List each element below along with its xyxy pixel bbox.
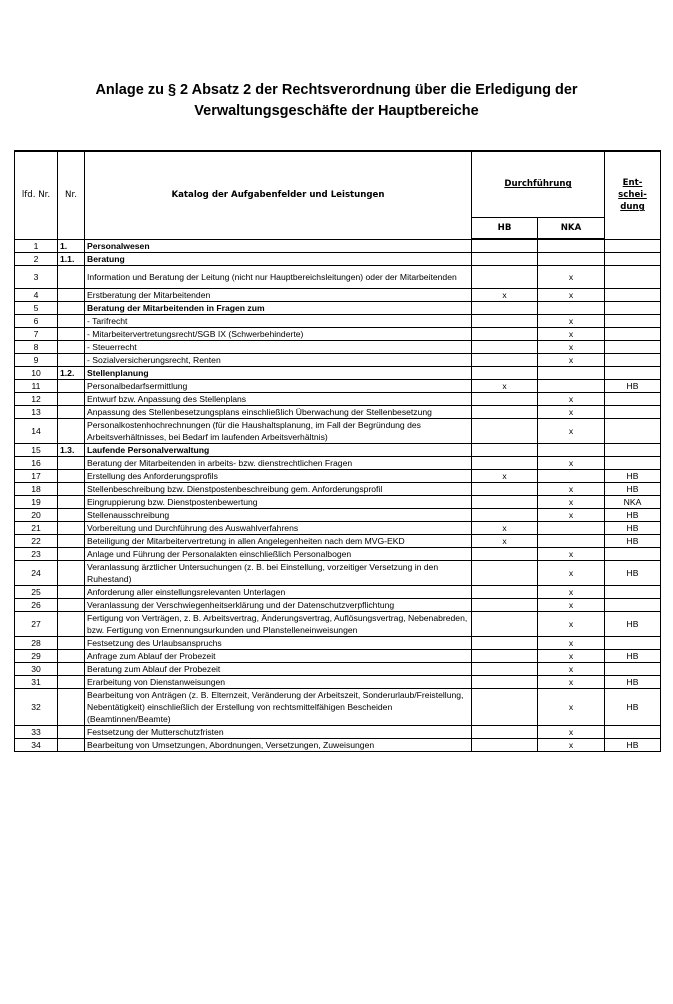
table-row [15, 265, 661, 288]
row-lfd-nr: 29 [15, 649, 58, 662]
header-lfd-nr: lfd. Nr. [15, 151, 58, 239]
row-entscheidung [605, 327, 661, 340]
row-entscheidung [605, 239, 661, 252]
table-row [15, 738, 661, 751]
row-hb-mark [472, 456, 538, 469]
table-row [15, 508, 661, 521]
row-nka-mark [538, 366, 605, 379]
row-nr [58, 469, 85, 482]
table-row [15, 649, 661, 662]
table-row [15, 443, 661, 456]
row-text: Beteiligung der Mitarbeitervertretung in allen Angelegenheiten nach dem MVG-EKD [85, 534, 472, 547]
row-hb-mark [472, 443, 538, 456]
row-hb-mark [472, 239, 538, 252]
table-row [15, 585, 661, 598]
table-row [15, 405, 661, 418]
row-nr [58, 688, 85, 725]
table-row [15, 418, 661, 443]
row-lfd-nr: 8 [15, 340, 58, 353]
row-nr [58, 482, 85, 495]
row-lfd-nr: 6 [15, 314, 58, 327]
row-lfd-nr: 23 [15, 547, 58, 560]
row-hb-mark [472, 340, 538, 353]
row-text: Personalbedarfsermittlung [85, 379, 472, 392]
table-row [15, 688, 661, 725]
table-row [15, 495, 661, 508]
row-nka-mark: x [538, 547, 605, 560]
row-entscheidung [605, 418, 661, 443]
table-row [15, 482, 661, 495]
row-nr [58, 495, 85, 508]
row-lfd-nr: 9 [15, 353, 58, 366]
row-hb-mark [472, 314, 538, 327]
row-entscheidung [605, 443, 661, 456]
row-nr [58, 456, 85, 469]
row-hb-mark [472, 252, 538, 265]
row-nka-mark [538, 443, 605, 456]
table-row [15, 353, 661, 366]
table-row [15, 611, 661, 636]
table-row [15, 521, 661, 534]
row-nr [58, 405, 85, 418]
row-nka-mark: x [538, 288, 605, 301]
row-entscheidung: HB [605, 738, 661, 751]
row-nka-mark: x [538, 418, 605, 443]
row-nka-mark: x [538, 327, 605, 340]
row-hb-mark: x [472, 469, 538, 482]
row-text: Bearbeitung von Umsetzungen, Abordnungen, Versetzungen, Zuweisungen [85, 738, 472, 751]
row-nr [58, 585, 85, 598]
row-text: Veranlassung ärztlicher Untersuchungen (z. B. bei Einstellung, vorzeitiger Versetzung in den Ruhestand) [85, 560, 472, 585]
title-line-1: Anlage zu § 2 Absatz 2 der Rechtsverordnung über die Erledigung der [95, 82, 578, 98]
row-entscheidung [605, 314, 661, 327]
row-entscheidung [605, 405, 661, 418]
row-nr [58, 327, 85, 340]
row-entscheidung [605, 366, 661, 379]
row-hb-mark [472, 482, 538, 495]
row-text: Festsetzung des Urlaubsanspruchs [85, 636, 472, 649]
header-entscheidung [605, 151, 661, 239]
table-row [15, 314, 661, 327]
row-text: Beratung der Mitarbeitenden in Fragen zum [85, 301, 472, 314]
row-nr [58, 392, 85, 405]
row-hb-mark [472, 301, 538, 314]
row-lfd-nr: 14 [15, 418, 58, 443]
task-catalog-table [14, 150, 661, 752]
row-hb-mark: x [472, 521, 538, 534]
row-nr [58, 521, 85, 534]
header-nr: Nr. [58, 151, 85, 239]
row-lfd-nr: 20 [15, 508, 58, 521]
row-lfd-nr: 18 [15, 482, 58, 495]
row-entscheidung: HB [605, 482, 661, 495]
row-nr [58, 418, 85, 443]
row-nka-mark: x [538, 598, 605, 611]
row-lfd-nr: 2 [15, 252, 58, 265]
row-entscheidung [605, 636, 661, 649]
row-nka-mark [538, 521, 605, 534]
row-entscheidung [605, 662, 661, 675]
row-nka-mark: x [538, 611, 605, 636]
row-nr [58, 265, 85, 288]
row-nr [58, 675, 85, 688]
row-text: Beratung [85, 252, 472, 265]
row-text: Personalkostenhochrechnungen (für die Haushaltsplanung, im Fall der Begründung des Arbeitsverhältnisses, bei Bedarf im laufenden Arbeitsverhältnis) [85, 418, 472, 443]
row-nr [58, 725, 85, 738]
table-row [15, 560, 661, 585]
row-hb-mark [472, 738, 538, 751]
row-text: Stellenplanung [85, 366, 472, 379]
header-hb: HB [472, 217, 538, 239]
table-row [15, 725, 661, 738]
row-hb-mark [472, 353, 538, 366]
row-text: Eingruppierung bzw. Dienstpostenbewertung [85, 495, 472, 508]
row-lfd-nr: 32 [15, 688, 58, 725]
row-nka-mark: x [538, 482, 605, 495]
row-hb-mark [472, 508, 538, 521]
row-lfd-nr: 11 [15, 379, 58, 392]
row-nr [58, 598, 85, 611]
row-hb-mark [472, 327, 538, 340]
row-lfd-nr: 19 [15, 495, 58, 508]
row-entscheidung: HB [605, 649, 661, 662]
row-entscheidung [605, 353, 661, 366]
row-lfd-nr: 13 [15, 405, 58, 418]
table-row [15, 675, 661, 688]
row-text: - Steuerrecht [85, 340, 472, 353]
row-entscheidung: HB [605, 534, 661, 547]
table-row [15, 301, 661, 314]
row-hb-mark [472, 366, 538, 379]
row-nr [58, 611, 85, 636]
row-lfd-nr: 3 [15, 265, 58, 288]
header-entscheidung-line-2: schei- [618, 190, 647, 201]
title-line-2: Verwaltungsgeschäfte der Hauptbereiche [194, 103, 479, 119]
row-nka-mark: x [538, 508, 605, 521]
row-text: Beratung zum Ablauf der Probezeit [85, 662, 472, 675]
table-row [15, 239, 661, 252]
row-text: Stellenausschreibung [85, 508, 472, 521]
table-row [15, 379, 661, 392]
row-hb-mark: x [472, 288, 538, 301]
row-lfd-nr: 31 [15, 675, 58, 688]
row-nr [58, 649, 85, 662]
row-nka-mark [538, 534, 605, 547]
row-nka-mark: x [538, 662, 605, 675]
row-hb-mark: x [472, 534, 538, 547]
table-row [15, 534, 661, 547]
row-text: Veranlassung der Verschwiegenheitserklärung und der Datenschutzverpflichtung [85, 598, 472, 611]
row-nka-mark [538, 379, 605, 392]
row-hb-mark [472, 662, 538, 675]
row-nka-mark: x [538, 675, 605, 688]
row-nka-mark: x [538, 738, 605, 751]
header-nka: NKA [538, 217, 605, 239]
row-nka-mark: x [538, 314, 605, 327]
row-nka-mark: x [538, 649, 605, 662]
row-lfd-nr: 24 [15, 560, 58, 585]
row-nr [58, 379, 85, 392]
row-nr [58, 353, 85, 366]
row-nka-mark: x [538, 585, 605, 598]
row-nka-mark: x [538, 560, 605, 585]
row-nr [58, 662, 85, 675]
row-lfd-nr: 7 [15, 327, 58, 340]
table-row [15, 456, 661, 469]
row-text: Beratung der Mitarbeitenden in arbeits- bzw. dienstrechtlichen Fragen [85, 456, 472, 469]
row-entscheidung [605, 456, 661, 469]
table-body [15, 239, 661, 751]
row-entscheidung: HB [605, 560, 661, 585]
row-hb-mark [472, 649, 538, 662]
row-hb-mark [472, 560, 538, 585]
row-text: Bearbeitung von Anträgen (z. B. Elternzeit, Veränderung der Arbeitszeit, Sonderurlaub/Freistellung, Nebentätigkeit) einschließlich der Erstellung von rechtsmittelfähigen Bescheiden (Beamtinnen/Beamte) [85, 688, 472, 725]
row-lfd-nr: 1 [15, 239, 58, 252]
row-lfd-nr: 16 [15, 456, 58, 469]
row-lfd-nr: 28 [15, 636, 58, 649]
row-text: Erstellung des Anforderungsprofils [85, 469, 472, 482]
row-nka-mark: x [538, 636, 605, 649]
row-hb-mark [472, 688, 538, 725]
header-entscheidung-line-3: dung [620, 202, 645, 213]
row-nr [58, 508, 85, 521]
row-entscheidung [605, 265, 661, 288]
table-row [15, 288, 661, 301]
row-hb-mark [472, 405, 538, 418]
table-row [15, 598, 661, 611]
row-lfd-nr: 17 [15, 469, 58, 482]
row-text: - Tarifrecht [85, 314, 472, 327]
row-lfd-nr: 25 [15, 585, 58, 598]
row-lfd-nr: 22 [15, 534, 58, 547]
table-row [15, 392, 661, 405]
table-row [15, 327, 661, 340]
table-row [15, 662, 661, 675]
row-text: Festsetzung der Mutterschutzfristen [85, 725, 472, 738]
table-row [15, 366, 661, 379]
row-entscheidung: HB [605, 521, 661, 534]
row-hb-mark [472, 585, 538, 598]
row-entscheidung [605, 598, 661, 611]
table-header [15, 151, 661, 239]
row-entscheidung [605, 288, 661, 301]
row-hb-mark [472, 392, 538, 405]
row-text: Anfrage zum Ablauf der Probezeit [85, 649, 472, 662]
row-hb-mark [472, 495, 538, 508]
row-nr [58, 534, 85, 547]
row-nka-mark: x [538, 405, 605, 418]
row-text: Information und Beratung der Leitung (nicht nur Hauptbereichsleitungen) oder der Mitarbeitenden [85, 265, 472, 288]
row-nka-mark: x [538, 495, 605, 508]
row-entscheidung: NKA [605, 495, 661, 508]
row-nr [58, 314, 85, 327]
row-nka-mark: x [538, 353, 605, 366]
row-entscheidung [605, 340, 661, 353]
row-nka-mark [538, 252, 605, 265]
header-katalog: Katalog der Aufgabenfelder und Leistungen [85, 151, 472, 239]
row-text: Anlage und Führung der Personalakten einschließlich Personalbogen [85, 547, 472, 560]
row-hb-mark [472, 547, 538, 560]
row-lfd-nr: 10 [15, 366, 58, 379]
table-row [15, 547, 661, 560]
table-row [15, 252, 661, 265]
row-lfd-nr: 33 [15, 725, 58, 738]
row-nr [58, 636, 85, 649]
row-nr [58, 547, 85, 560]
row-nr [58, 340, 85, 353]
row-text: Erarbeitung von Dienstanweisungen [85, 675, 472, 688]
row-entscheidung [605, 252, 661, 265]
table-row [15, 636, 661, 649]
row-nka-mark [538, 469, 605, 482]
row-lfd-nr: 5 [15, 301, 58, 314]
row-entscheidung: HB [605, 611, 661, 636]
row-text: Personalwesen [85, 239, 472, 252]
row-text: Erstberatung der Mitarbeitenden [85, 288, 472, 301]
row-entscheidung: HB [605, 688, 661, 725]
row-text: Fertigung von Verträgen, z. B. Arbeitsvertrag, Änderungsvertrag, Auflösungsvertrag, Nebenabreden, bzw. Fertigung von Ernennungsurkunden und Planstelleneinweisungen [85, 611, 472, 636]
row-entscheidung [605, 301, 661, 314]
row-lfd-nr: 4 [15, 288, 58, 301]
row-lfd-nr: 27 [15, 611, 58, 636]
row-hb-mark: x [472, 379, 538, 392]
row-hb-mark [472, 675, 538, 688]
row-hb-mark [472, 265, 538, 288]
row-hb-mark [472, 598, 538, 611]
row-entscheidung [605, 547, 661, 560]
row-entscheidung: HB [605, 508, 661, 521]
header-durchfuehrung [472, 151, 605, 217]
row-nr [58, 288, 85, 301]
row-nka-mark: x [538, 392, 605, 405]
row-lfd-nr: 21 [15, 521, 58, 534]
row-text: Anpassung des Stellenbesetzungsplans einschließlich Überwachung der Stellenbesetzung [85, 405, 472, 418]
row-nka-mark: x [538, 725, 605, 738]
row-nr [58, 738, 85, 751]
row-lfd-nr: 26 [15, 598, 58, 611]
row-lfd-nr: 12 [15, 392, 58, 405]
row-nr: 1.2. [58, 366, 85, 379]
row-nka-mark [538, 239, 605, 252]
row-nka-mark: x [538, 456, 605, 469]
row-entscheidung [605, 392, 661, 405]
row-nr: 1.1. [58, 252, 85, 265]
row-text: Laufende Personalverwaltung [85, 443, 472, 456]
document-title [0, 80, 673, 122]
row-lfd-nr: 34 [15, 738, 58, 751]
row-text: Anforderung aller einstellungsrelevanten Unterlagen [85, 585, 472, 598]
row-text: Vorbereitung und Durchführung des Auswahlverfahrens [85, 521, 472, 534]
row-nka-mark: x [538, 340, 605, 353]
row-entscheidung [605, 725, 661, 738]
row-hb-mark [472, 611, 538, 636]
row-text: Entwurf bzw. Anpassung des Stellenplans [85, 392, 472, 405]
row-hb-mark [472, 725, 538, 738]
header-durchfuehrung-label: Durchführung [504, 179, 572, 190]
row-lfd-nr: 30 [15, 662, 58, 675]
row-nr [58, 301, 85, 314]
row-text: - Sozialversicherungsrecht, Renten [85, 353, 472, 366]
row-entscheidung: HB [605, 469, 661, 482]
row-nr [58, 560, 85, 585]
table-row [15, 340, 661, 353]
row-entscheidung: HB [605, 379, 661, 392]
row-entscheidung: HB [605, 675, 661, 688]
row-entscheidung [605, 585, 661, 598]
row-text: Stellenbeschreibung bzw. Dienstpostenbeschreibung gem. Anforderungsprofil [85, 482, 472, 495]
table-row [15, 469, 661, 482]
row-hb-mark [472, 418, 538, 443]
header-entscheidung-line-1: Ent- [622, 178, 643, 189]
row-nka-mark [538, 301, 605, 314]
row-nr: 1. [58, 239, 85, 252]
row-text: - Mitarbeitervertretungsrecht/SGB IX (Schwerbehinderte) [85, 327, 472, 340]
row-nka-mark: x [538, 265, 605, 288]
row-nka-mark: x [538, 688, 605, 725]
row-hb-mark [472, 636, 538, 649]
row-nr: 1.3. [58, 443, 85, 456]
row-lfd-nr: 15 [15, 443, 58, 456]
